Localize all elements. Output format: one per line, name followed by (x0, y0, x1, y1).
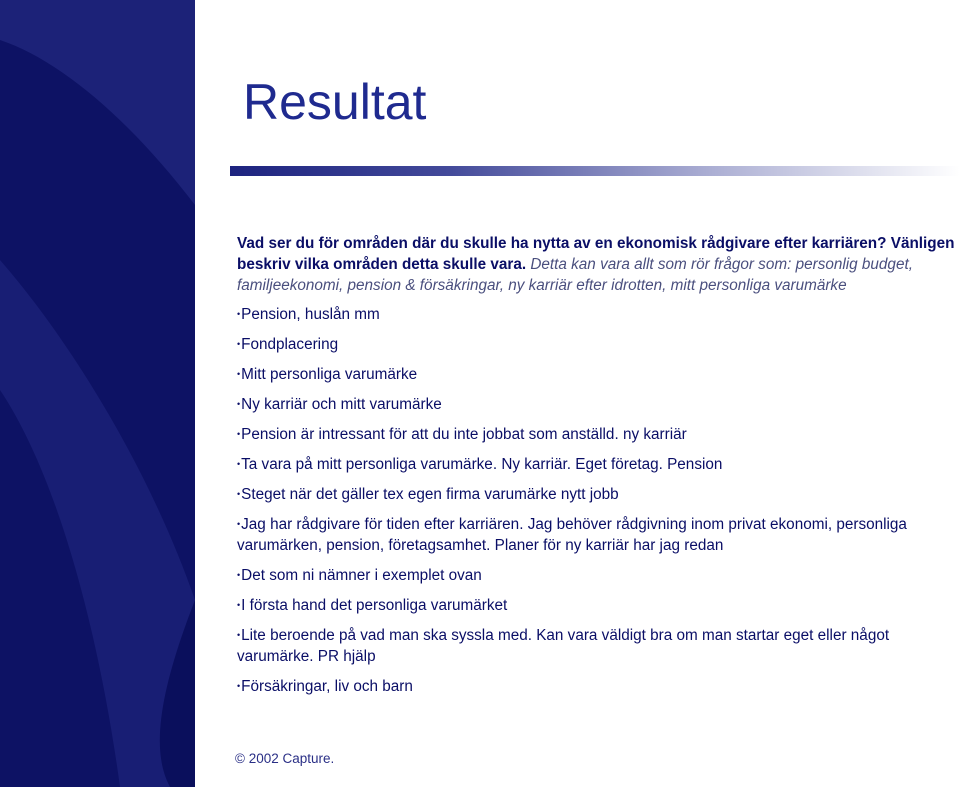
list-item: • Pension är intressant för att du inte jobbat som anställd. ny karriär (237, 424, 959, 445)
slide-content (237, 233, 959, 706)
list-item: • Fondplacering (237, 334, 959, 355)
list-item: • Steget när det gäller tex egen firma varumärke nytt jobb (237, 484, 959, 505)
copyright-footer: © 2002 Capture. (235, 751, 335, 766)
list-item: • Mitt personliga varumärke (237, 364, 959, 385)
list-item: • I första hand det personliga varumärket (237, 595, 959, 616)
list-item: • Jag har rådgivare för tiden efter karriären. Jag behöver rådgivning inom privat ekonomi, personliga varumärken, pension, företagsamhet. Planer för ny karriär har jag redan (237, 514, 959, 556)
question-description: Detta kan vara allt som rör frågor som: personlig budget, familjeekonomi, pension & försäkringar, ny karriär efter idrotten, mitt personliga varumärke (237, 256, 913, 294)
slide-title: Resultat (243, 74, 427, 130)
sidebar-decoration (0, 0, 195, 787)
list-item: • Lite beroende på vad man ska syssla med. Kan vara väldigt bra om man startar eget eller något varumärke. PR hjälp (237, 625, 959, 667)
answer-list (237, 304, 959, 697)
survey-question (237, 233, 959, 296)
list-item: • Ny karriär och mitt varumärke (237, 394, 959, 415)
list-item: • Det som ni nämner i exemplet ovan (237, 565, 959, 586)
list-item: • Pension, huslån mm (237, 304, 959, 325)
list-item: • Ta vara på mitt personliga varumärke. Ny karriär. Eget företag. Pension (237, 454, 959, 475)
question-text: Vad ser du för områden där du skulle ha nytta av en ekonomisk rådgivare efter karriären? Vänligen beskriv vilka områden detta skulle vara. (237, 235, 955, 273)
title-underline (230, 166, 960, 176)
list-item: • Försäkringar, liv och barn (237, 676, 959, 697)
